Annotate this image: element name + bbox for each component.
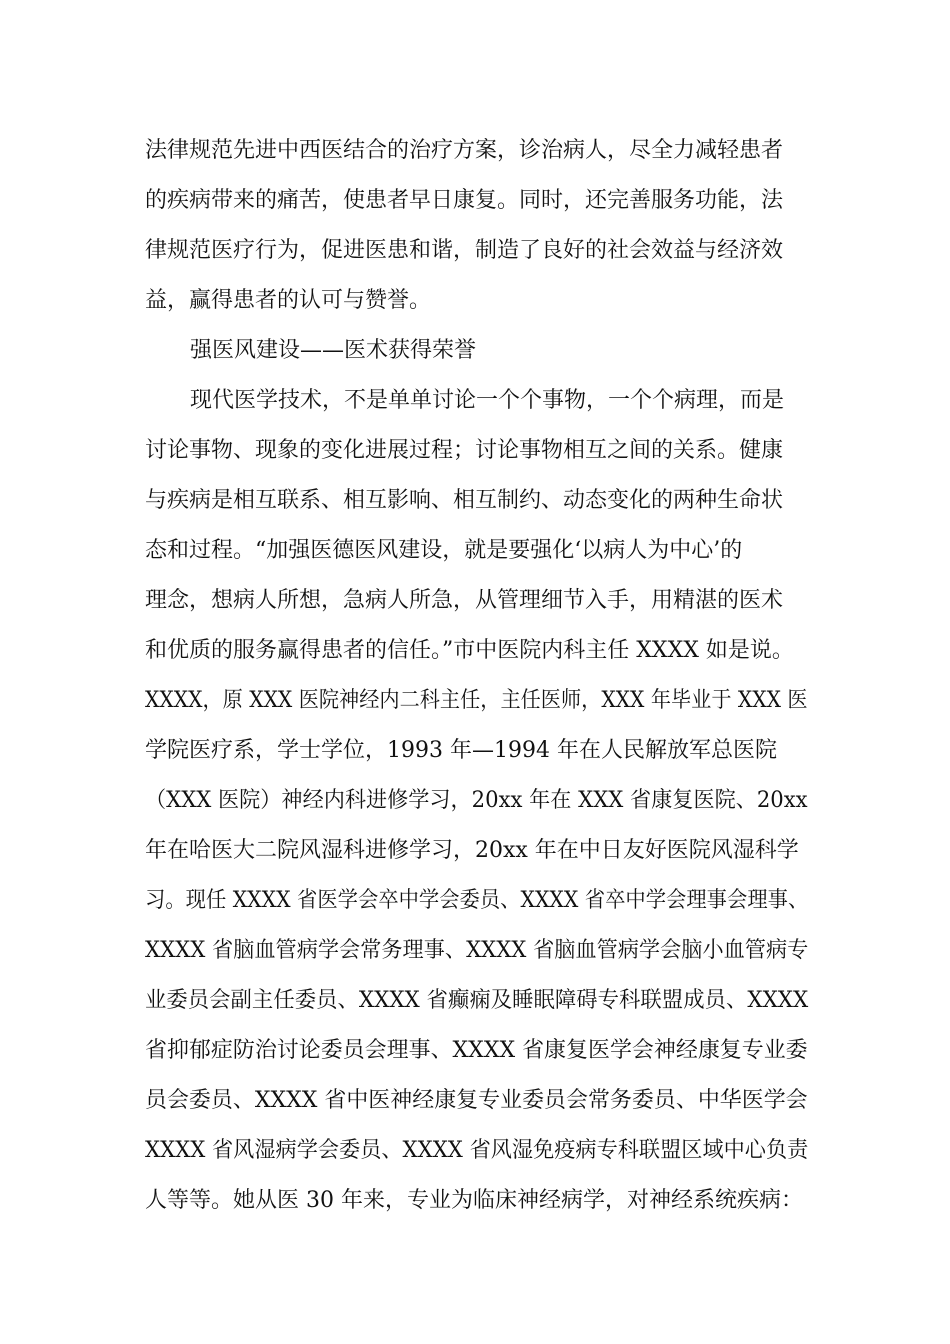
- text-line-3: 律规范医疗行为，促进医患和谐，制造了良好的社会效益与经济效: [145, 238, 784, 263]
- text-line-20: 员会委员、XXXX 省中医神经康复专业委员会常务委员、中华医学会: [145, 1088, 808, 1113]
- text-line-12: XXXX，原 XXX 医院神经内二科主任，主任医师，XXX 年毕业于 XXX 医: [145, 688, 808, 713]
- text-line-10: 理念，想病人所想，急病人所急，从管理细节入手，用精湛的医术: [145, 588, 784, 613]
- text-line-14: （XXX 医院）神经内科进修学习，20xx 年在 XXX 省康复医院、20xx: [145, 788, 808, 813]
- text-line-18: 业委员会副主任委员、XXXX 省癫痫及睡眠障碍专科联盟成员、XXXX: [145, 988, 809, 1013]
- text-line-15: 年在哈医大二院风湿科进修学习，20xx 年在中日友好医院风湿科学: [145, 838, 799, 863]
- text-line-16: 习。现任 XXXX 省医学会卒中学会委员、XXXX 省卒中学会理事会理事、: [145, 888, 809, 913]
- text-line-7: 讨论事物、现象的变化进展过程；讨论事物相互之间的关系。健康: [145, 438, 784, 463]
- text-line-6: 现代医学技术，不是单单讨论一个个事物，一个个病理，而是: [190, 388, 785, 413]
- text-line-21: XXXX 省风湿病学会委员、XXXX 省风湿免疫病专科联盟区域中心负责: [145, 1138, 809, 1163]
- text-line-1: 法律规范先进中西医结合的治疗方案，诊治病人，尽全力减轻患者: [145, 138, 784, 163]
- text-line-11: 和优质的服务赢得患者的信任。”市中医院内科主任 XXXX 如是说。: [145, 638, 794, 663]
- text-line-4: 益，赢得患者的认可与赞誉。: [145, 288, 432, 313]
- section-heading: 强医风建设——医术获得荣誉: [190, 338, 477, 363]
- text-line-13: 学院医疗系，学士学位，1993 年—1994 年在人民解放军总医院: [145, 738, 777, 763]
- text-line-22: 人等等。她从医 30 年来，专业为临床神经病学，对神经系统疾病：: [145, 1188, 803, 1213]
- text-line-17: XXXX 省脑血管病学会常务理事、XXXX 省脑血管病学会脑小血管病专: [145, 938, 809, 963]
- text-line-9: 态和过程。“加强医德医风建设，就是要强化‘以病人为中心’的: [145, 538, 743, 563]
- text-line-19: 省抑郁症防治讨论委员会理事、XXXX 省康复医学会神经康复专业委: [145, 1038, 808, 1063]
- text-line-8: 与疾病是相互联系、相互影响、相互制约、动态变化的两种生命状: [145, 488, 784, 513]
- text-line-2: 的疾病带来的痛苦，使患者早日康复。同时，还完善服务功能，法: [145, 188, 784, 213]
